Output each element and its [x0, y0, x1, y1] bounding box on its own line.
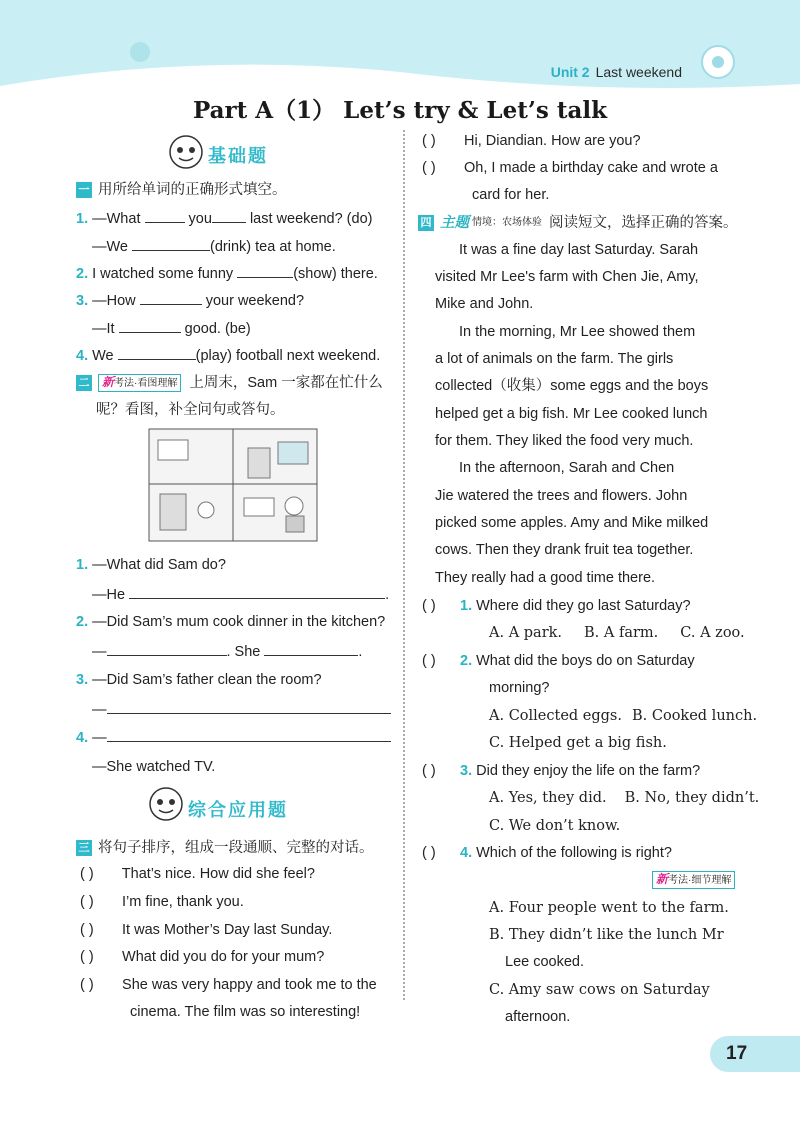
- answer-blank[interactable]: [107, 641, 227, 656]
- dialog-sentence: It was Mother’s Day last Sunday.: [122, 922, 333, 938]
- theme-label: 主题: [440, 215, 469, 231]
- sec3-instruction-text: 将句子排序，组成一段通顺、完整的对话。: [98, 840, 374, 856]
- q-number: 3.: [460, 763, 473, 779]
- answer-blank[interactable]: [212, 208, 246, 223]
- sec3-item: [80, 947, 324, 967]
- option-c[interactable]: C. We don’t know.: [489, 818, 621, 834]
- q-text: We: [92, 348, 114, 364]
- sec4-badge: 四: [418, 215, 434, 231]
- option-a[interactable]: A. Yes, they did.: [489, 790, 607, 806]
- passage-line: helped get a big fish. Mr Lee cooked lunch: [435, 406, 708, 422]
- q-text: your weekend?: [205, 293, 305, 309]
- option-b[interactable]: B. Cooked lunch.: [632, 708, 758, 724]
- sec1-q3: [76, 290, 304, 311]
- option-a[interactable]: A. A park.: [489, 625, 563, 641]
- dialog-sentence: I’m fine, thank you.: [122, 894, 244, 910]
- answer-paren[interactable]: ( ): [422, 763, 436, 779]
- sec3-item: [422, 131, 641, 151]
- sec3-item: [80, 975, 377, 995]
- sec2-q4-answer: —She watched TV.: [92, 759, 216, 775]
- sec1-badge: 一: [76, 182, 92, 198]
- boy-mascot-icon: [168, 134, 204, 170]
- sec1-q4: [76, 345, 380, 366]
- passage-line: Jie watered the trees and flowers. John: [435, 488, 688, 504]
- sec3-instruction: [76, 838, 374, 858]
- sec2-instruction-cont: 呢？看图，补全问句或答句。: [96, 402, 285, 418]
- q-text: (play) football next weekend.: [195, 348, 381, 364]
- option-c[interactable]: C. Helped get a big fish.: [489, 735, 667, 751]
- answer-paren[interactable]: ( ): [80, 922, 94, 938]
- answer-paren[interactable]: ( ): [422, 133, 436, 149]
- dialog-sentence: What did you do for your mum?: [122, 949, 325, 965]
- sec4-q4-tag: [652, 870, 739, 890]
- answer-paren[interactable]: ( ): [422, 598, 436, 614]
- unit-label: [551, 64, 682, 80]
- page-number: 17: [710, 1036, 800, 1072]
- sec4-q4-option-c-cont: afternoon.: [505, 1009, 571, 1025]
- unit-title: Last weekend: [595, 64, 682, 80]
- option-b[interactable]: B. They didn’t like the lunch Mr: [489, 927, 724, 943]
- sec1-q3-answer: [92, 318, 251, 339]
- sec1-q1: [76, 208, 372, 229]
- answer-paren[interactable]: ( ): [422, 845, 436, 861]
- q-text: What did the boys do on Saturday: [476, 653, 695, 669]
- dialog-sentence-cont: cinema. The film was so interesting!: [130, 1004, 361, 1020]
- sec4-q4-option-b-cont: Lee cooked.: [505, 954, 585, 970]
- sec3-item: [422, 158, 718, 178]
- sec3-item: [80, 864, 315, 884]
- q-number: 1.: [76, 211, 89, 227]
- sec4-q2: [422, 651, 695, 671]
- option-c[interactable]: C. Amy saw cows on Saturday: [489, 982, 710, 998]
- passage-line: In the afternoon, Sarah and Chen: [459, 460, 675, 476]
- passage-line: picked some apples. Amy and Mike milked: [435, 515, 709, 531]
- tag-text: 考法·细节理解: [668, 875, 732, 887]
- header-wave-band: [0, 0, 800, 96]
- q-text: —What: [92, 211, 141, 227]
- passage-line: collected（收集）some eggs and the boys: [435, 378, 709, 394]
- answer-blank[interactable]: [237, 263, 293, 278]
- sec3-item: [80, 920, 332, 940]
- q-text: —: [92, 644, 107, 660]
- passage-line: for them. They liked the food very much.: [435, 433, 694, 449]
- option-a[interactable]: A. Collected eggs.: [489, 708, 622, 724]
- new-tag-label: 新: [102, 375, 115, 390]
- answer-paren[interactable]: ( ): [422, 160, 436, 176]
- q-text: —How: [92, 293, 136, 309]
- option-a[interactable]: A. Four people went to the farm.: [489, 900, 729, 916]
- answer-blank[interactable]: [129, 584, 385, 599]
- q-text: Which of the following is right?: [476, 845, 672, 861]
- dialog-sentence: Oh, I made a birthday cake and wrote a: [464, 160, 718, 176]
- q-text: you: [188, 211, 212, 227]
- sec4-q4-option-c: [489, 980, 710, 1000]
- sec4-instruction-text: 阅读短文，选择正确的答案。: [549, 215, 738, 231]
- unit-number: Unit 2: [550, 64, 590, 80]
- basic-questions-banner: 基础题: [208, 146, 268, 167]
- sec4-q2-cont: morning?: [489, 680, 550, 696]
- q-number: 1.: [76, 557, 89, 573]
- sec4-q2-options: [489, 706, 757, 726]
- q-number: 1.: [460, 598, 473, 614]
- q4-tag: [652, 871, 735, 889]
- sec2-instruction-text: 上周末，Sam 一家都在忙什么: [189, 375, 383, 391]
- q-text: —Did Sam’s father clean the room?: [92, 672, 322, 688]
- new-tag-label: 新: [656, 872, 669, 887]
- q-text: —We: [92, 239, 128, 255]
- q-text: . She: [226, 644, 261, 660]
- sec3-badge: 三: [76, 840, 92, 856]
- sec4-q3-options: [489, 788, 759, 808]
- sec4-q3: [422, 761, 700, 781]
- q-number: 4.: [76, 348, 89, 364]
- answer-blank[interactable]: [119, 318, 181, 333]
- sec1-q1-answer: [92, 236, 336, 257]
- passage-line: They really had a good time there.: [435, 570, 656, 586]
- q-text: (show) there.: [293, 266, 378, 282]
- sec4-q4-option-b: [489, 925, 724, 945]
- q-text: —He: [92, 587, 126, 603]
- sec3-item: [80, 892, 244, 912]
- q-number: 2.: [76, 266, 89, 282]
- sec4-q1-options: [489, 623, 745, 643]
- sec4-instruction: [418, 213, 738, 233]
- sec4-q1: [422, 596, 691, 616]
- passage-line: Mike and John.: [435, 296, 534, 312]
- boy-mascot-icon: [148, 786, 184, 822]
- sec2-badge: 二: [76, 375, 92, 391]
- q-text: I watched some funny: [92, 266, 234, 282]
- sec4-q2-option-c: [489, 733, 667, 753]
- sec2-q2: [76, 612, 385, 632]
- sec4-q3-option-c: [489, 816, 620, 836]
- sec4-q4: [422, 843, 672, 863]
- sec2-tag: [98, 374, 181, 392]
- q-number: 4.: [460, 845, 473, 861]
- sec2-q1: [76, 555, 226, 575]
- answer-paren[interactable]: ( ): [80, 866, 94, 882]
- sec1-q2: [76, 263, 378, 284]
- q-text: —: [92, 702, 107, 718]
- q-number: 3.: [76, 293, 89, 309]
- sec1-instruction: [76, 180, 287, 200]
- answer-blank[interactable]: [118, 345, 196, 360]
- passage-line: a lot of animals on the farm. The girls: [435, 351, 674, 367]
- house-picture: [148, 428, 318, 542]
- answer-paren[interactable]: ( ): [80, 894, 94, 910]
- q-text: good. (be): [184, 321, 251, 337]
- sec2-q2-answer: — . She .: [92, 641, 362, 662]
- q-number: 3.: [76, 672, 89, 688]
- q-text: —What did Sam do?: [92, 557, 226, 573]
- dialog-sentence: That’s nice. How did she feel?: [121, 866, 315, 882]
- answer-blank[interactable]: [145, 208, 185, 223]
- answer-blank[interactable]: [107, 727, 391, 742]
- sec4-q4-option-a: [489, 898, 729, 918]
- sec2-q1-answer: —He .: [92, 584, 389, 605]
- q-text: (drink) tea at home.: [210, 239, 336, 255]
- sec1-instruction-text: 用所给单词的正确形式填空。: [98, 182, 287, 198]
- sec2-q4: [76, 727, 391, 748]
- sec2-q3-answer: [92, 699, 391, 720]
- sec2-q3: [76, 670, 322, 690]
- column-divider: [403, 130, 405, 1000]
- page-title: Part A（1） Let’s try & Let’s talk: [192, 97, 608, 124]
- application-questions-banner: 综合应用题: [188, 800, 288, 821]
- q-text: Where did they go last Saturday?: [476, 598, 691, 614]
- q-number: 2.: [76, 614, 89, 630]
- answer-blank[interactable]: [107, 699, 391, 714]
- q-number: 4.: [76, 730, 89, 746]
- answer-paren[interactable]: ( ): [80, 977, 94, 993]
- answer-blank[interactable]: [264, 641, 358, 656]
- passage-line: In the morning, Mr Lee showed them: [459, 324, 696, 340]
- answer-paren[interactable]: ( ): [422, 653, 436, 669]
- sec2-instruction: [76, 373, 383, 393]
- q-text: —: [92, 730, 107, 746]
- q-number: 2.: [460, 653, 473, 669]
- option-c[interactable]: C. A zoo.: [680, 625, 745, 641]
- q-text: —It: [92, 321, 115, 337]
- dialog-sentence: She was very happy and took me to the: [122, 977, 377, 993]
- theme-tag: 情境：农场体验: [472, 217, 542, 229]
- answer-paren[interactable]: ( ): [80, 949, 94, 965]
- tag-text: 考法·看图理解: [114, 378, 178, 390]
- q-text: last weekend? (do): [249, 211, 373, 227]
- passage-line: cows. Then they drank fruit tea together.: [435, 542, 694, 558]
- q-text: Did they enjoy the life on the farm?: [476, 763, 701, 779]
- passage-line: visited Mr Lee's farm with Chen Jie, Amy,: [435, 269, 699, 285]
- q-text: —Did Sam’s mum cook dinner in the kitchen?: [92, 614, 386, 630]
- option-b[interactable]: B. No, they didn’t.: [624, 790, 760, 806]
- answer-blank[interactable]: [132, 236, 210, 251]
- passage-line: It was a fine day last Saturday. Sarah: [459, 242, 699, 258]
- dialog-sentence-cont: card for her.: [472, 187, 550, 203]
- dialog-sentence: Hi, Diandian. How are you?: [464, 133, 641, 149]
- answer-blank[interactable]: [140, 290, 202, 305]
- option-b[interactable]: B. A farm.: [584, 625, 659, 641]
